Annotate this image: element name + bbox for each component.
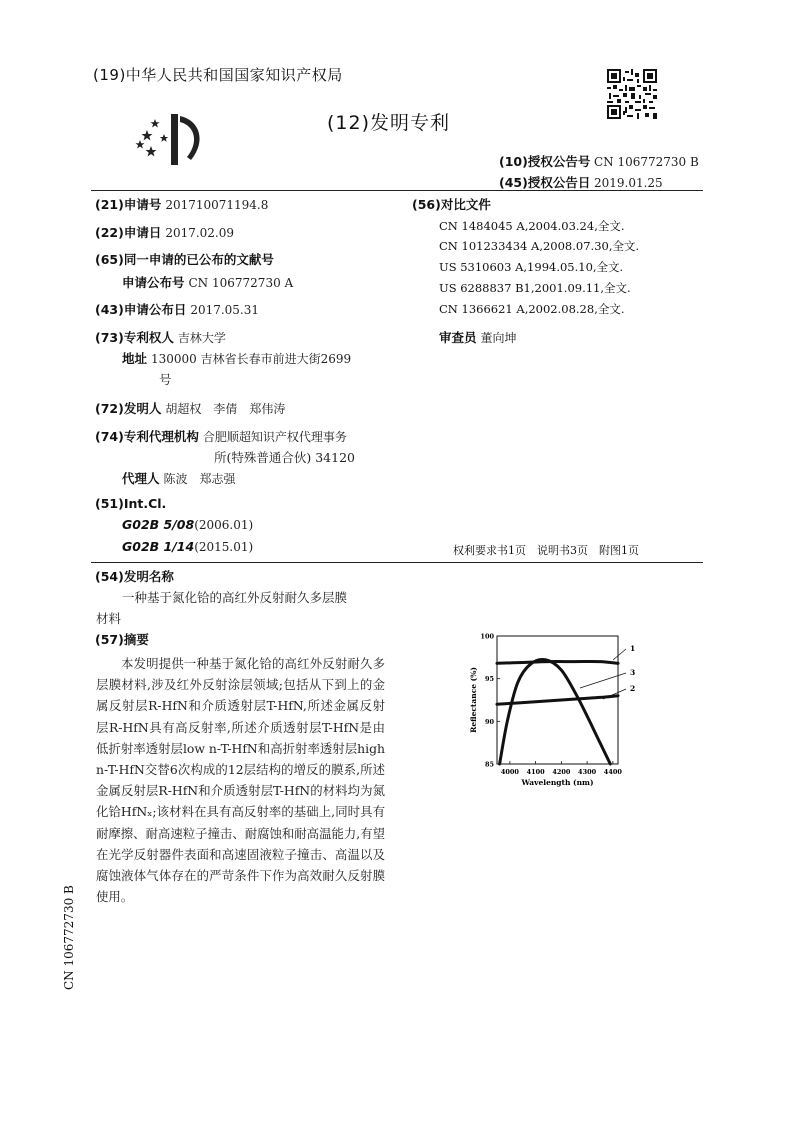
x-tick-label: 4400 — [603, 768, 622, 776]
intcl-2-code: G02B 1/14 — [122, 539, 195, 554]
abstract-label-row — [95, 630, 149, 648]
side-publication-number: CN 106772730 B — [62, 885, 76, 990]
series-leader-1 — [613, 649, 626, 660]
citation-item: CN 1366621 A,2002.08.28,全文. — [439, 302, 625, 316]
address-label: 地址 — [122, 351, 148, 366]
intcl-2-version: (2015.01) — [194, 540, 254, 554]
publication-number-row — [122, 273, 293, 291]
grant-pub-no-value: CN 106772730 B — [593, 155, 699, 169]
document-type-title: (12)发明专利 — [327, 112, 451, 134]
reflectance-chart — [465, 630, 665, 800]
citation-item: CN 1484045 A,2004.03.24,全文. — [439, 219, 625, 233]
y-tick-label: 100 — [480, 632, 494, 641]
examiner-label: 审查员 — [439, 330, 477, 345]
address-line-1: 130000 吉林省长春市前进大街2699 — [151, 352, 352, 366]
x-axis-label: Wavelength (nm) — [521, 778, 594, 787]
office-title: (19)中华人民共和国国家知识产权局 — [93, 66, 343, 84]
citations-label-row — [412, 195, 491, 213]
examiner-value: 董向坤 — [480, 331, 517, 345]
x-tick-label: 4300 — [578, 768, 597, 776]
patent-office-logo — [133, 110, 209, 170]
series-line-3 — [500, 660, 611, 764]
intcl-label: (51)Int.Cl. — [95, 496, 167, 511]
citation-item: CN 101233434 A,2008.07.30,全文. — [439, 239, 640, 253]
grant-date-value: 2019.01.25 — [593, 176, 663, 190]
grant-pub-no-label: (10)授权公告号 — [499, 154, 591, 169]
inventors-value: 胡超权 李倩 郑伟涛 — [165, 402, 286, 416]
series-label-2: 2 — [630, 684, 636, 693]
x-tick-label: 4100 — [526, 768, 545, 776]
y-tick-label: 95 — [484, 675, 494, 684]
same-application-row — [95, 250, 274, 268]
intcl-row — [95, 496, 166, 511]
publication-date-label: (43)申请公布日 — [95, 302, 187, 317]
header-divider — [91, 190, 703, 191]
y-tick-label: 85 — [484, 760, 494, 769]
grant-publication-number — [499, 152, 699, 170]
citations-label: (56)对比文件 — [412, 197, 491, 212]
series-label-3: 3 — [630, 668, 636, 677]
agent-label: 代理人 — [122, 471, 160, 486]
agency-row — [95, 427, 347, 445]
series-label-1: 1 — [630, 644, 636, 653]
agency-line-2: 所(特殊普通合伙) 34120 — [214, 450, 355, 465]
publication-date-row — [95, 300, 259, 318]
agent-row — [122, 469, 236, 487]
inventors-row — [95, 399, 285, 417]
intcl-1-code: G02B 5/08 — [122, 517, 195, 532]
series-line-1 — [497, 661, 618, 663]
section-divider — [91, 562, 703, 563]
grant-date — [499, 173, 663, 191]
intcl-1-version: (2006.01) — [194, 518, 254, 532]
invention-name-line-1: 一种基于氮化铪的高红外反射耐久多层膜 — [122, 590, 348, 605]
inventors-label: (72)发明人 — [95, 401, 162, 416]
agent-value: 陈波 郑志强 — [163, 472, 236, 486]
publication-number-label: 申请公布号 — [122, 275, 185, 290]
application-number-label: (21)申请号 — [95, 197, 162, 212]
application-number-row — [95, 195, 268, 213]
intcl-item-1 — [122, 517, 253, 532]
y-tick-label: 90 — [484, 717, 494, 726]
invention-name-label: (54)发明名称 — [95, 569, 174, 584]
same-application-label: (65)同一申请的已公布的文献号 — [95, 252, 274, 267]
publication-date-value: 2017.05.31 — [190, 303, 260, 317]
examiner-row — [439, 328, 517, 346]
x-tick-label: 4000 — [500, 768, 519, 776]
abstract-label: (57)摘要 — [95, 632, 149, 647]
abstract-text: 本发明提供一种基于氮化铪的高红外反射耐久多层膜材料,涉及红外反射涂层领域;包括从下到上的金属反射层R-HfN和介质透射层T-HfN,所述金属反射层R-HfN具有高反射率,所述介质透射层T-HfN是由低折射率透射层low n-T-HfN和高折射率透射层high n-T-HfN交替6次构成的12层结构的增反的膜系,所述金属反射层R-HfN和介质透射层T-HfN的材料均为氮化铪HfNₓ;该材料在具有高反射率的基础上,同时具有耐摩擦、耐高速粒子撞击、耐腐蚀和耐高温能力,有望在光学反射器件表面和高速固液粒子撞击、高温以及腐蚀液体气体存在的严苛条件下作为高效耐久反射膜使用。 — [96, 656, 385, 905]
invention-name-label-row — [95, 567, 174, 585]
citation-item: US 5310603 A,1994.05.10,全文. — [439, 260, 624, 274]
agency-line-1: 合肥顺超知识产权代理事务 — [202, 430, 347, 444]
address-row — [122, 349, 351, 367]
application-date-label: (22)申请日 — [95, 225, 162, 240]
application-date-value: 2017.02.09 — [165, 226, 235, 240]
application-date-row — [95, 223, 234, 241]
pages-info: 权利要求书1页 说明书3页 附图1页 — [453, 544, 639, 557]
patentee-value: 吉林大学 — [177, 331, 226, 345]
x-tick-label: 4200 — [552, 768, 571, 776]
intcl-item-2 — [122, 539, 253, 554]
agency-label: (74)专利代理机构 — [95, 429, 199, 444]
patentee-row — [95, 328, 226, 346]
series-leader-3 — [580, 673, 626, 688]
grant-date-label: (45)授权公告日 — [499, 175, 591, 190]
address-line-2: 号 — [159, 372, 172, 387]
invention-name-line-2: 材料 — [96, 611, 122, 626]
publication-number-value: CN 106772730 A — [188, 276, 294, 290]
patentee-label: (73)专利权人 — [95, 330, 174, 345]
y-axis-label: Reflectance (%) — [469, 667, 478, 733]
qr-code — [607, 69, 657, 119]
series-line-2 — [497, 696, 618, 705]
citation-item: US 6288837 B1,2001.09.11,全文. — [439, 281, 631, 295]
application-number-value: 201710071194.8 — [165, 198, 269, 212]
